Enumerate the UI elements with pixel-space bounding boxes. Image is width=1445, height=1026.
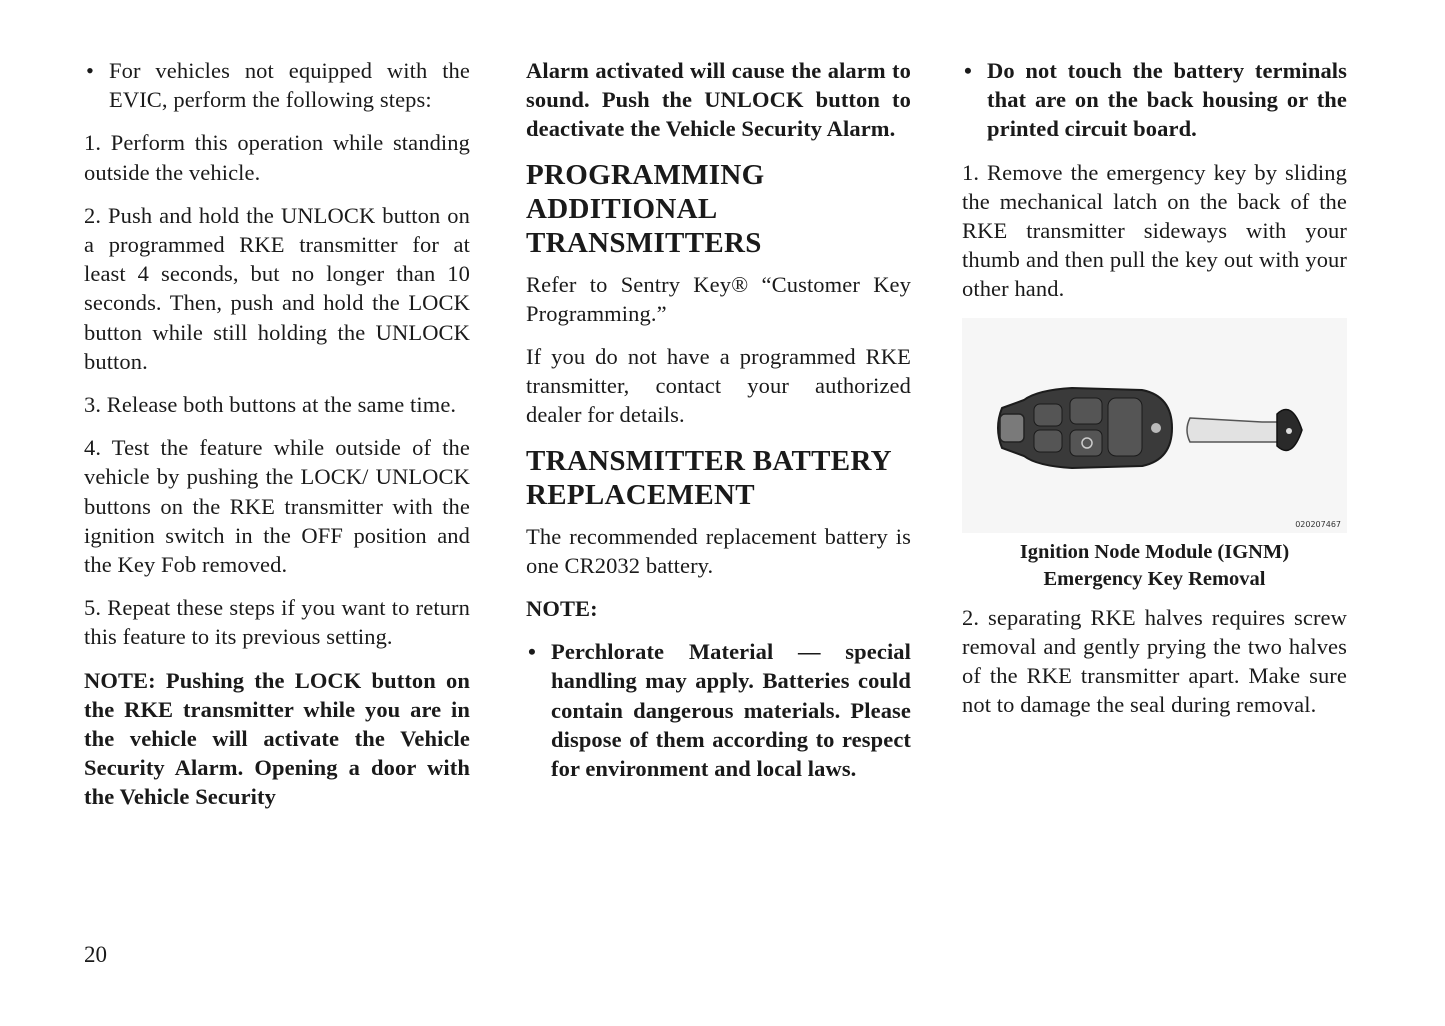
paragraph-sentry-key: Refer to Sentry Key® “Customer Key Programming.” [526,271,911,326]
column-left [84,56,470,826]
emergency-key-icon [1187,418,1280,442]
paragraph-dealer: If you do not have a programmed RKE transmitter, contact your authorized dealer for details. [526,344,911,428]
step-4: 4. Test the feature while outside of the vehicle by pushing the LOCK/ UNLOCK buttons on the RKE transmitter with the ignition switch in the OFF position and the Key Fob removed. [84,435,470,578]
caption-line-2: Emergency Key Removal [1043,567,1266,590]
paragraph-battery-type: The recommended replacement battery is one CR2032 battery. [526,523,911,578]
caption-line-1: Ignition Node Module (IGNM) [1019,540,1290,563]
step-3: 3. Release both buttons at the same time. [84,392,457,418]
note-continuation: Alarm activated will cause the alarm to sound. Push the UNLOCK button to deactivate the Vehicle Security Alarm. [526,58,911,142]
key-fob-illustration [962,318,1347,533]
figure-code: 020207467 [1295,519,1341,529]
column-right [962,56,1347,733]
key-fob-figure [962,318,1347,533]
note-label: NOTE: [526,596,598,622]
bullet-dot: • [964,58,972,83]
note-security-alarm: NOTE: Pushing the LOCK button on the RKE transmitter while you are in the vehicle will activate the Vehicle Security Alarm. Opening a door with the Vehicle Security [84,667,470,810]
page-number: 20 [84,942,107,967]
column-middle [526,56,911,797]
bullet-dot: • [528,639,536,665]
step-1: 1. Perform this operation while standing outside the vehicle. [84,130,470,185]
step-2: 2. Push and hold the UNLOCK button on a programmed RKE transmitter for at least 4 seconds, but no longer than 10 seconds. Then, push and hold the LOCK button while still holding the UNLOCK button. [84,202,470,374]
step-remove-key: 1. Remove the emergency key by sliding the mechanical latch on the back of the RKE transmitter sideways with your thumb and then pull the key out with your other hand. [962,159,1347,302]
step-separate-halves: 2. separating RKE halves requires screw removal and gently prying the two halves of the RKE transmitter apart. Make sure not to damage the seal during removal. [962,604,1347,718]
bullet-dot: • [86,58,94,83]
bullet-perchlorate: • Perchlorate Material — special handling may apply. Batteries could contain dangerous materials. Please dispose of them according to respect for environment and local laws. [528,639,911,782]
figure-caption [962,539,1347,593]
bullet-evic: • For vehicles not equipped with the EVIC, perform the following steps: [86,58,470,113]
heading-battery-replacement: TRANSMITTER BATTERY REPLACEMENT [526,444,891,511]
step-5: 5. Repeat these steps if you want to return this feature to its previous setting. [84,595,470,650]
heading-programming-transmitters: PROGRAMMING ADDITIONAL TRANSMITTERS [526,158,765,259]
bullet-battery-terminals: • Do not touch the battery terminals that are on the back housing or the printed circuit board. [964,58,1347,142]
